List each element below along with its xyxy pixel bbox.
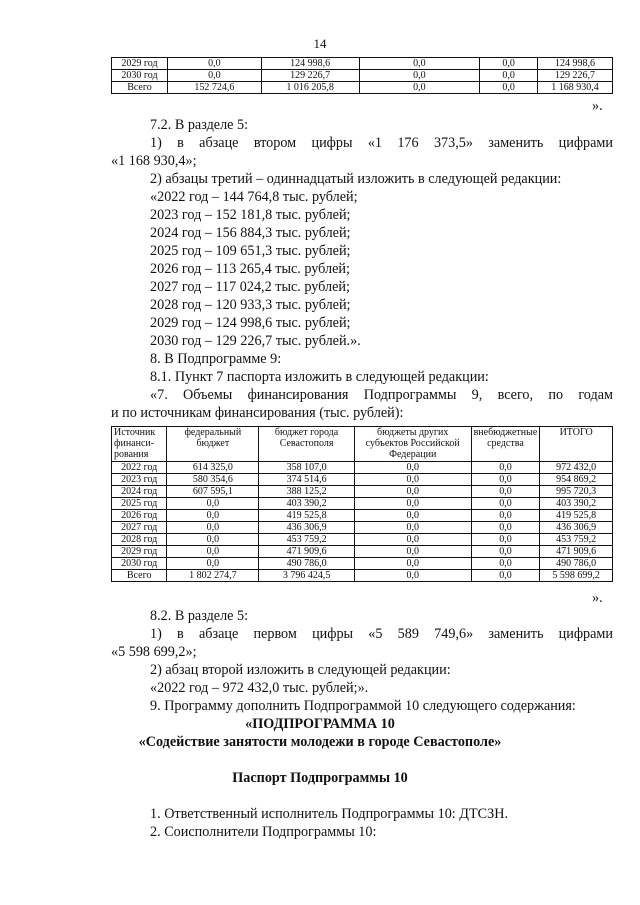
table-cell: 2024 год [112,486,167,498]
para-8-1: 8.1. Пункт 7 паспорта изложить в следующей редакции: [150,369,489,385]
table-cell: 129 226,7 [261,70,359,82]
table-cell: 0,0 [359,58,480,70]
para-9: 9. Программу дополнить Подпрограммой 10 следующего содержания: [150,698,576,714]
table-cell: 2022 год [112,462,167,474]
column-header: федеральный бюджет [167,427,259,462]
table-cell: 124 998,6 [538,58,613,70]
table-cell: 2028 год [112,534,167,546]
para-7-2-item1-line1: 1) в абзаце втором цифры «1 176 373,5» заменить цифрами [150,135,613,151]
table-row [112,462,613,474]
table-cell: 2029 год [112,58,168,70]
table-cell: 0,0 [354,570,471,582]
table-cell: 453 759,2 [259,534,355,546]
table-cell: 0,0 [167,70,261,82]
table-cell: 419 525,8 [259,510,355,522]
table-row [112,546,613,558]
table-cell: 0,0 [471,570,540,582]
table-row [112,498,613,510]
table-cell: 0,0 [354,486,471,498]
para-8-2-quote: «2022 год – 972 432,0 тыс. рублей;». [150,680,369,696]
table-cell: 0,0 [167,558,259,570]
table-cell: 0,0 [480,58,538,70]
table-cell: 0,0 [471,558,540,570]
table-cell: 0,0 [354,498,471,510]
table-cell: 436 306,9 [259,522,355,534]
table-cell: 0,0 [167,546,259,558]
table-row [112,534,613,546]
table-cell: 419 525,8 [540,510,613,522]
table-row [112,474,613,486]
table-cell: 471 909,6 [540,546,613,558]
table-cell: 1 168 930,4 [538,82,613,94]
table-cell: Всего [112,82,168,94]
table-cell: 0,0 [359,82,480,94]
table-cell: 152 724,6 [167,82,261,94]
table-cell: 490 786,0 [540,558,613,570]
table-cell: 0,0 [167,534,259,546]
table-cell: 0,0 [471,498,540,510]
para-7-2-item2: 2) абзацы третий – одиннадцатый изложить в следующей редакции: [150,171,562,187]
year-amount-line: 2030 год – 129 226,7 тыс. рублей.». [150,333,361,349]
table-cell: 0,0 [354,510,471,522]
year-amount-line: 2027 год – 117 024,2 тыс. рублей; [150,279,350,295]
financing-table-continued [111,57,613,94]
para-8-2-item1-line2: «5 598 699,2»; [111,644,197,660]
column-header: бюджет города Севастополя [259,427,355,462]
table-row [112,570,613,582]
table-cell: 0,0 [471,522,540,534]
table-cell: 0,0 [354,462,471,474]
para-8-1-line2: и по источникам финансирования (тыс. рублей): [111,405,404,421]
table-cell: 403 390,2 [259,498,355,510]
closing-quote-1: ». [592,98,603,114]
para-8-1-line1: «7. Объемы финансирования Подпрограммы 9, всего, по годам [150,387,613,403]
table-cell: 2023 год [112,474,167,486]
table-cell: 1 802 274,7 [167,570,259,582]
passport-item-2: 2. Соисполнители Подпрограммы 10: [150,824,377,840]
table-cell: 3 796 424,5 [259,570,355,582]
table-cell: 2030 год [112,558,167,570]
table-cell: 2030 год [112,70,168,82]
table-cell: 2029 год [112,546,167,558]
passport-item-1: 1. Ответственный исполнитель Подпрограммы 10: ДТСЗН. [150,806,508,822]
table-row [112,58,613,70]
year-amount-line: 2026 год – 113 265,4 тыс. рублей; [150,261,350,277]
subprogram-name: «Содействие занятости молодежи в городе Севастополе» [138,734,502,750]
table-cell: 0,0 [471,486,540,498]
table-cell: 2026 год [112,510,167,522]
table-row [112,70,613,82]
table-cell: 0,0 [471,534,540,546]
table-cell: 5 598 699,2 [540,570,613,582]
para-8-2-item1-line1: 1) в абзаце первом цифры «5 589 749,6» заменить цифрами [150,626,613,642]
subprogram-title: «ПОДПРОГРАММА 10 [245,716,395,732]
para-8-2: 8.2. В разделе 5: [150,608,249,624]
table-cell: 0,0 [167,510,259,522]
closing-quote-2: ». [592,590,603,606]
column-header: Источник финанси- рования [112,427,167,462]
year-amount-line: 2024 год – 156 884,3 тыс. рублей; [150,225,351,241]
year-amount-line: 2029 год – 124 998,6 тыс. рублей; [150,315,351,331]
table-row [112,510,613,522]
table-cell: 580 354,6 [167,474,259,486]
table-cell: 1 016 205,8 [261,82,359,94]
table-cell: 0,0 [167,498,259,510]
table-cell: 374 514,6 [259,474,355,486]
table-cell: 436 306,9 [540,522,613,534]
para-7-2-item1-line2: «1 168 930,4»; [111,153,197,169]
table-cell: 358 107,0 [259,462,355,474]
table-row [112,558,613,570]
table-cell: 0,0 [359,70,480,82]
table-cell: 0,0 [471,474,540,486]
column-header: внебюджетные средства [471,427,540,462]
table-row [112,486,613,498]
year-amount-line: 2025 год – 109 651,3 тыс. рублей; [150,243,351,259]
para-8-2-item2: 2) абзац второй изложить в следующей редакции: [150,662,451,678]
table-cell: 995 720,3 [540,486,613,498]
table-cell: 0,0 [354,558,471,570]
table-row [112,82,613,94]
column-header: ИТОГО [540,427,613,462]
table-cell: 124 998,6 [261,58,359,70]
table-cell: 129 226,7 [538,70,613,82]
table-cell: 403 390,2 [540,498,613,510]
table-cell: 954 869,2 [540,474,613,486]
para-8: 8. В Подпрограмме 9: [150,351,282,367]
year-amount-line: 2023 год – 152 181,8 тыс. рублей; [150,207,351,223]
table-cell: 0,0 [354,534,471,546]
table-cell: 388 125,2 [259,486,355,498]
table-cell: 0,0 [480,82,538,94]
table-cell: 0,0 [167,522,259,534]
page-number: 14 [313,36,327,51]
table-cell: 607 595,1 [167,486,259,498]
table-cell: 0,0 [471,546,540,558]
year-amount-line: 2028 год – 120 933,3 тыс. рублей; [150,297,351,313]
table-cell: 453 759,2 [540,534,613,546]
table-cell: 972 432,0 [540,462,613,474]
table-cell: 0,0 [354,474,471,486]
table-cell: 2025 год [112,498,167,510]
passport-title: Паспорт Подпрограммы 10 [232,770,408,786]
column-header: бюджеты других субъектов Российской Федерации [354,427,471,462]
table-cell: 471 909,6 [259,546,355,558]
financing-table [111,426,613,582]
table-cell: 0,0 [480,70,538,82]
table-cell: 2027 год [112,522,167,534]
table-cell: Всего [112,570,167,582]
table-cell: 614 325,0 [167,462,259,474]
table-cell: 490 786,0 [259,558,355,570]
year-amount-line: «2022 год – 144 764,8 тыс. рублей; [150,189,358,205]
table-cell: 0,0 [167,58,261,70]
table-cell: 0,0 [471,462,540,474]
para-7-2: 7.2. В разделе 5: [150,117,249,133]
table-cell: 0,0 [354,522,471,534]
table-cell: 0,0 [354,546,471,558]
year-amount-list [150,188,361,350]
table-cell: 0,0 [471,510,540,522]
table-row [112,522,613,534]
